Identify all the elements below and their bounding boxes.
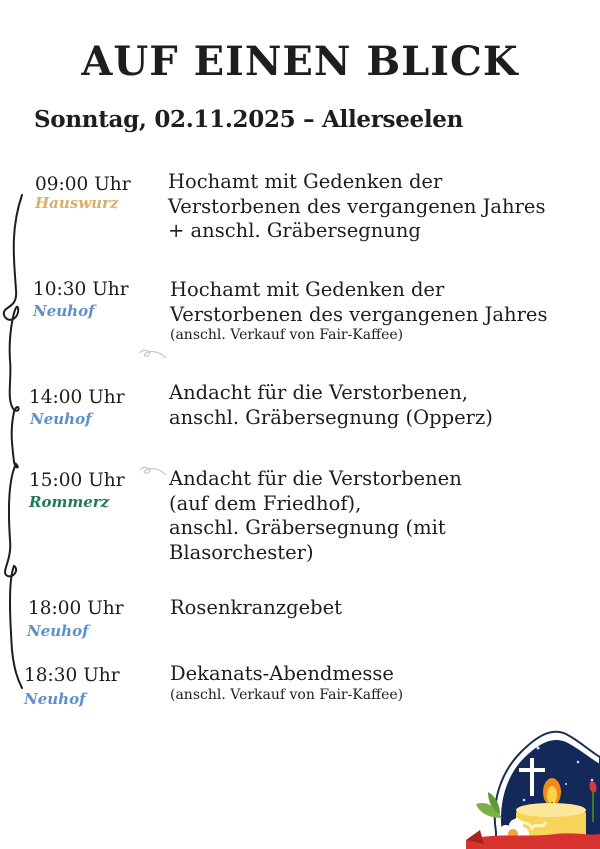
- event-note: (anschl. Verkauf von Fair-Kaffee): [170, 327, 404, 343]
- candle-illustration: [466, 722, 600, 849]
- event-location: Neuhof: [24, 690, 86, 708]
- event-note: (anschl. Verkauf von Fair-Kaffee): [170, 686, 404, 703]
- event-location: Neuhof: [30, 410, 92, 428]
- event-location: Rommerz: [29, 493, 110, 511]
- ribbon-icon: [466, 833, 600, 849]
- event-location: Neuhof: [33, 302, 95, 320]
- event-location: Neuhof: [27, 622, 89, 640]
- event-time: 09:00 Uhr: [35, 174, 131, 195]
- event-description: Andacht für die Verstorbenen (auf dem Friedhof), anschl. Gräbersegnung (mit Blasorchester): [169, 467, 462, 564]
- event-time: 15:00 Uhr: [29, 470, 125, 491]
- event-description: Rosenkranzgebet: [170, 596, 343, 619]
- event-description: Hochamt mit Gedenken der Verstorbenen des vergangenen Jahres + anschl. Gräbersegnung: [168, 170, 546, 242]
- event-description: Hochamt mit Gedenken der Verstorbenen des vergangenen Jahres (anschl. Verkauf von Fair-Kaffee): [170, 278, 548, 343]
- event-time: 18:30 Uhr: [24, 665, 120, 686]
- event-description: Dekanats-Abendmesse (anschl. Verkauf von Fair-Kaffee): [170, 662, 404, 703]
- event-description: Andacht für die Verstorbenen, anschl. Gräbersegnung (Opperz): [169, 381, 493, 429]
- event-time: 18:00 Uhr: [28, 598, 124, 619]
- page-subtitle: Sonntag, 02.11.2025 – Allerseelen: [34, 106, 464, 133]
- star-icon: [537, 747, 540, 750]
- page-title: AUF EINEN BLICK: [81, 38, 519, 85]
- event-location: Hauswurz: [35, 194, 119, 212]
- event-time: 10:30 Uhr: [33, 279, 129, 300]
- event-time: 14:00 Uhr: [29, 387, 125, 408]
